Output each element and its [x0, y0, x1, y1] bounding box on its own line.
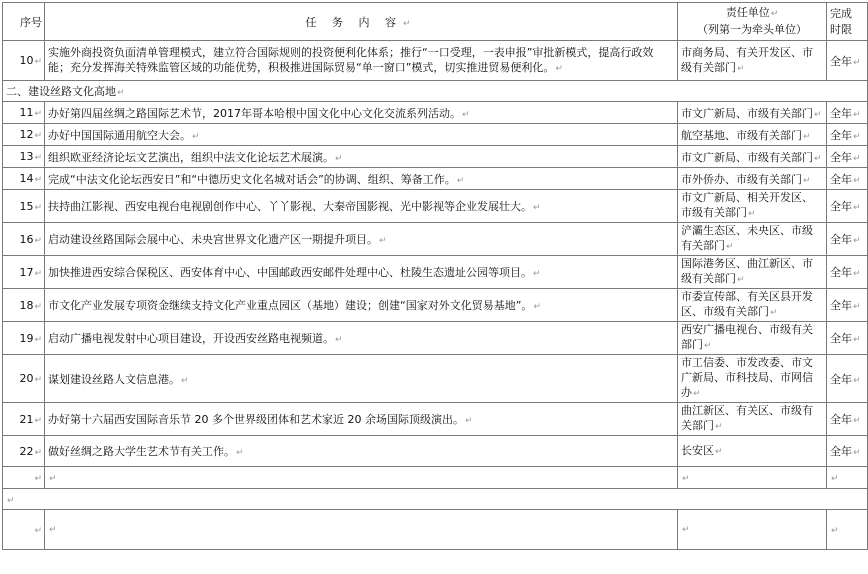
task-text: 加快推进西安综合保税区、西安体育中心、中国邮政西安邮件处理中心、杜陵生态遗址公园等项目。↵ — [45, 256, 678, 289]
table-row — [3, 146, 868, 168]
table-header — [3, 3, 868, 41]
task-table — [2, 2, 868, 550]
row-number: ↵ — [3, 467, 45, 489]
task-text: 办好第四届丝绸之路国际艺术节，2017年哥本哈根中国文化中心文化交流系列活动。↵ — [45, 102, 678, 124]
row-number: 15↵ — [3, 190, 45, 223]
section-title: ↵ — [3, 489, 868, 510]
table-row — [3, 436, 868, 467]
responsible-unit: 西安广播电视台、市级有关部门↵ — [678, 322, 827, 355]
deadline: 全年↵ — [827, 41, 868, 81]
row-number: 21↵ — [3, 403, 45, 436]
header-time: 完成 时限 — [827, 3, 868, 41]
responsible-unit: 市文广新局、市级有关部门↵ — [678, 102, 827, 124]
table-row — [3, 124, 868, 146]
row-number: 12↵ — [3, 124, 45, 146]
table-row — [3, 403, 868, 436]
header-task: 任 务 内 容↵ — [45, 3, 678, 41]
row-number: 14↵ — [3, 168, 45, 190]
row-number: ↵ — [3, 510, 45, 550]
section-row — [3, 81, 868, 102]
header-unit: 责任单位↵ （列第一为牵头单位） — [678, 3, 827, 41]
deadline: ↵ — [827, 467, 868, 489]
table-row — [3, 256, 868, 289]
deadline: 全年↵ — [827, 223, 868, 256]
responsible-unit: 市文广新局、相关开发区、市级有关部门↵ — [678, 190, 827, 223]
row-number: 11↵ — [3, 102, 45, 124]
row-number: 22↵ — [3, 436, 45, 467]
responsible-unit: 长安区↵ — [678, 436, 827, 467]
deadline: 全年↵ — [827, 403, 868, 436]
deadline: 全年↵ — [827, 124, 868, 146]
row-number: 20↵ — [3, 355, 45, 403]
header-no: 序号 — [3, 3, 45, 41]
deadline: 全年↵ — [827, 322, 868, 355]
task-text: 完成“中法文化论坛西安日”和“中德历史文化名城对话会”的协调、组织、筹备工作。↵ — [45, 168, 678, 190]
responsible-unit: 国际港务区、曲江新区、市级有关部门↵ — [678, 256, 827, 289]
table-row — [3, 102, 868, 124]
row-number: 17↵ — [3, 256, 45, 289]
row-number: 19↵ — [3, 322, 45, 355]
task-text: ↵ — [45, 467, 678, 489]
responsible-unit: ↵ — [678, 467, 827, 489]
responsible-unit: 市商务局、有关开发区、市级有关部门↵ — [678, 41, 827, 81]
table-row — [3, 168, 868, 190]
table-row — [3, 510, 868, 550]
deadline: 全年↵ — [827, 168, 868, 190]
task-text: 谋划建设丝路人文信息港。↵ — [45, 355, 678, 403]
deadline: 全年↵ — [827, 289, 868, 322]
row-number: 18↵ — [3, 289, 45, 322]
table-row — [3, 41, 868, 81]
responsible-unit: 航空基地、市级有关部门↵ — [678, 124, 827, 146]
task-text: ↵ — [45, 510, 678, 550]
task-text: 市文化产业发展专项资金继续支持文化产业重点园区（基地）建设；创建“国家对外文化贸易基地”。↵ — [45, 289, 678, 322]
responsible-unit: 浐灞生态区、未央区、市级有关部门↵ — [678, 223, 827, 256]
task-text: 做好丝绸之路大学生艺术节有关工作。↵ — [45, 436, 678, 467]
responsible-unit: 市委宣传部、有关区县开发区、市级有关部门↵ — [678, 289, 827, 322]
responsible-unit: 市工信委、市发改委、市文广新局、市科技局、市网信办↵ — [678, 355, 827, 403]
table-row — [3, 289, 868, 322]
task-text: 实施外商投资负面清单管理模式，建立符合国际规则的投资便利化体系；推行“一口受理，一表申报”审批新模式，提高行政效能；充分发挥海关特殊监管区域的功能优势，积极推进国际贸易“单一窗口”模式，切实推进贸易便利化。↵ — [45, 41, 678, 81]
deadline: 全年↵ — [827, 436, 868, 467]
table-row — [3, 322, 868, 355]
section-title: 二、建设丝路文化高地↵ — [3, 81, 868, 102]
responsible-unit: 曲江新区、有关区、市级有关部门↵ — [678, 403, 827, 436]
table-row — [3, 223, 868, 256]
task-text: 办好中国国际通用航空大会。↵ — [45, 124, 678, 146]
row-number: 13↵ — [3, 146, 45, 168]
task-text: 扶持曲江影视、西安电视台电视剧创作中心、丫丫影视、大秦帝国影视、光中影视等企业发展壮大。↵ — [45, 190, 678, 223]
deadline: ↵ — [827, 510, 868, 550]
responsible-unit: ↵ — [678, 510, 827, 550]
deadline: 全年↵ — [827, 256, 868, 289]
responsible-unit: 市外侨办、市级有关部门↵ — [678, 168, 827, 190]
deadline: 全年↵ — [827, 146, 868, 168]
deadline: 全年↵ — [827, 355, 868, 403]
table-row — [3, 355, 868, 403]
responsible-unit: 市文广新局、市级有关部门↵ — [678, 146, 827, 168]
row-number: 10↵ — [3, 41, 45, 81]
table-row — [3, 467, 868, 489]
row-number: 16↵ — [3, 223, 45, 256]
deadline: 全年↵ — [827, 190, 868, 223]
task-text: 启动建设丝路国际会展中心、未央宫世界文化遗产区一期提升项目。↵ — [45, 223, 678, 256]
task-text: 启动广播电视发射中心项目建设，开设西安丝路电视频道。↵ — [45, 322, 678, 355]
table-row — [3, 190, 868, 223]
task-text: 办好第十六届西安国际音乐节 20 多个世界级团体和艺术家近 20 余场国际顶级演出。↵ — [45, 403, 678, 436]
task-text: 组织欧亚经济论坛文艺演出，组织中法文化论坛艺术展演。↵ — [45, 146, 678, 168]
section-row — [3, 489, 868, 510]
deadline: 全年↵ — [827, 102, 868, 124]
